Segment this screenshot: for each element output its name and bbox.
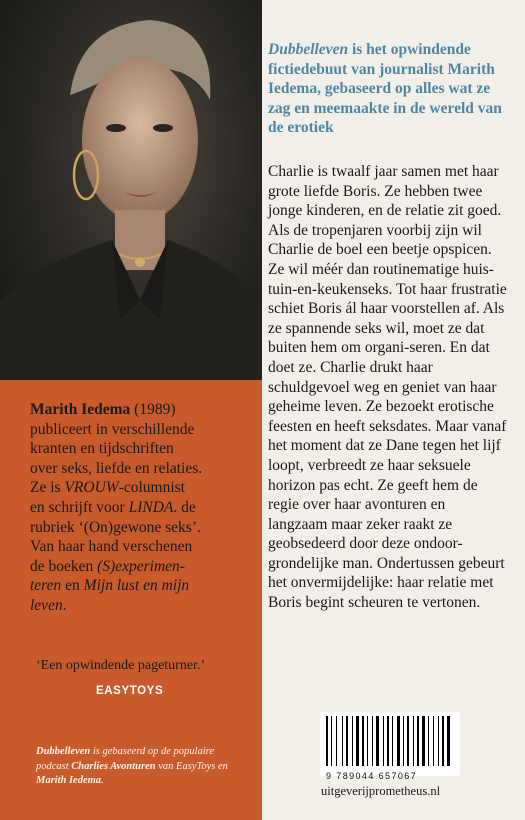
author-bio: Marith Iedema (1989) publiceert in verschillende kranten en tijdschriften over seks, liefde en relaties. Ze is VROUW-columnist en schrijft voor LINDA. de rubriek ‘(On)gewone seks’. Van haar hand verschenen de boeken (S)experimen- teren en Mijn lust en mijn leven. (30, 401, 203, 614)
barcode-bar (413, 716, 414, 766)
barcode-bar (407, 716, 409, 766)
review-quote: ‘Een opwindende pageturner.’ (36, 658, 206, 673)
left-panel (0, 0, 262, 820)
barcode-bars (320, 712, 460, 770)
review-source: EASYTOYS (96, 685, 164, 697)
barcode-bar (372, 716, 373, 766)
barcode-bar (367, 716, 368, 766)
barcode-bar (392, 716, 393, 766)
barcode-bar (346, 716, 348, 766)
book-blurb: Dubbelleven is het opwindende fictiedebuut van journalist Marith Iedema, gebaseerd op alles wat ze zag en meemaakte in de wereld van de erotiek (268, 41, 502, 137)
barcode-bar (336, 716, 337, 766)
barcode-bar (438, 716, 439, 766)
barcode-bar (362, 716, 364, 766)
barcode-bar (397, 716, 400, 766)
barcode-bar (403, 716, 404, 766)
book-synopsis: Charlie is twaalf jaar samen met haar grote liefde Boris. Ze hebben twee jonge kinderen, en de relatie zit goed. Als de tropenjaren voorbij zijn wil Charlie de boel een beetje opspicen. Ze wil méér dan routinematige huis-tuin-en-keukenseks. Tot haar frustratie schiet Boris ál haar voorstellen af. Als ze spannende seks wil, moet ze dat buiten hem om organi-seren. En dat doet ze. Charlie drukt haar schuldgevoel weg en geniet van haar geheime leven. Ze bezoekt erotische feesten en heeft seksdates. Maar vanaf het moment dat ze Dane tegen het lijf loopt, verbreedt ze haar seksuele horizon pas echt. Ze geeft hem de regie over haar avonturen en langzaam maar zeker raakt ze geobsedeerd door deze ondoor-grondelijke man. Ondertussen gebeurt het onvermijdelijke: haar relatie met Boris begint scheuren te vertonen. (268, 163, 507, 612)
barcode-bar (387, 716, 389, 766)
author-photo (0, 0, 262, 380)
barcode-bar (422, 716, 425, 766)
author-portrait-illustration (0, 0, 262, 380)
barcode-bar (442, 716, 444, 766)
podcast-note: Dubbelleven is gebaseerd op de populaire podcast Charlies Avonturen van EasyToys en Marith Iedema. (36, 746, 228, 786)
barcode-bar (331, 716, 332, 766)
barcode-bar (342, 716, 343, 766)
barcode-bar (376, 716, 379, 766)
barcode-bar (447, 716, 450, 766)
publisher-url: uitgeverijprometheus.nl (321, 784, 441, 798)
barcode-bar (428, 716, 429, 766)
barcode-bar (383, 716, 384, 766)
barcode-bar (326, 716, 328, 766)
barcode-bar (433, 716, 434, 766)
barcode-bar (352, 716, 353, 766)
isbn-number: 9 789044 657067 (326, 771, 418, 781)
barcode (320, 712, 460, 776)
author-name: Marith Iedema (30, 401, 131, 418)
barcode-bar (417, 716, 419, 766)
book-title: Dubbelleven (268, 41, 349, 58)
barcode-bar (356, 716, 359, 766)
